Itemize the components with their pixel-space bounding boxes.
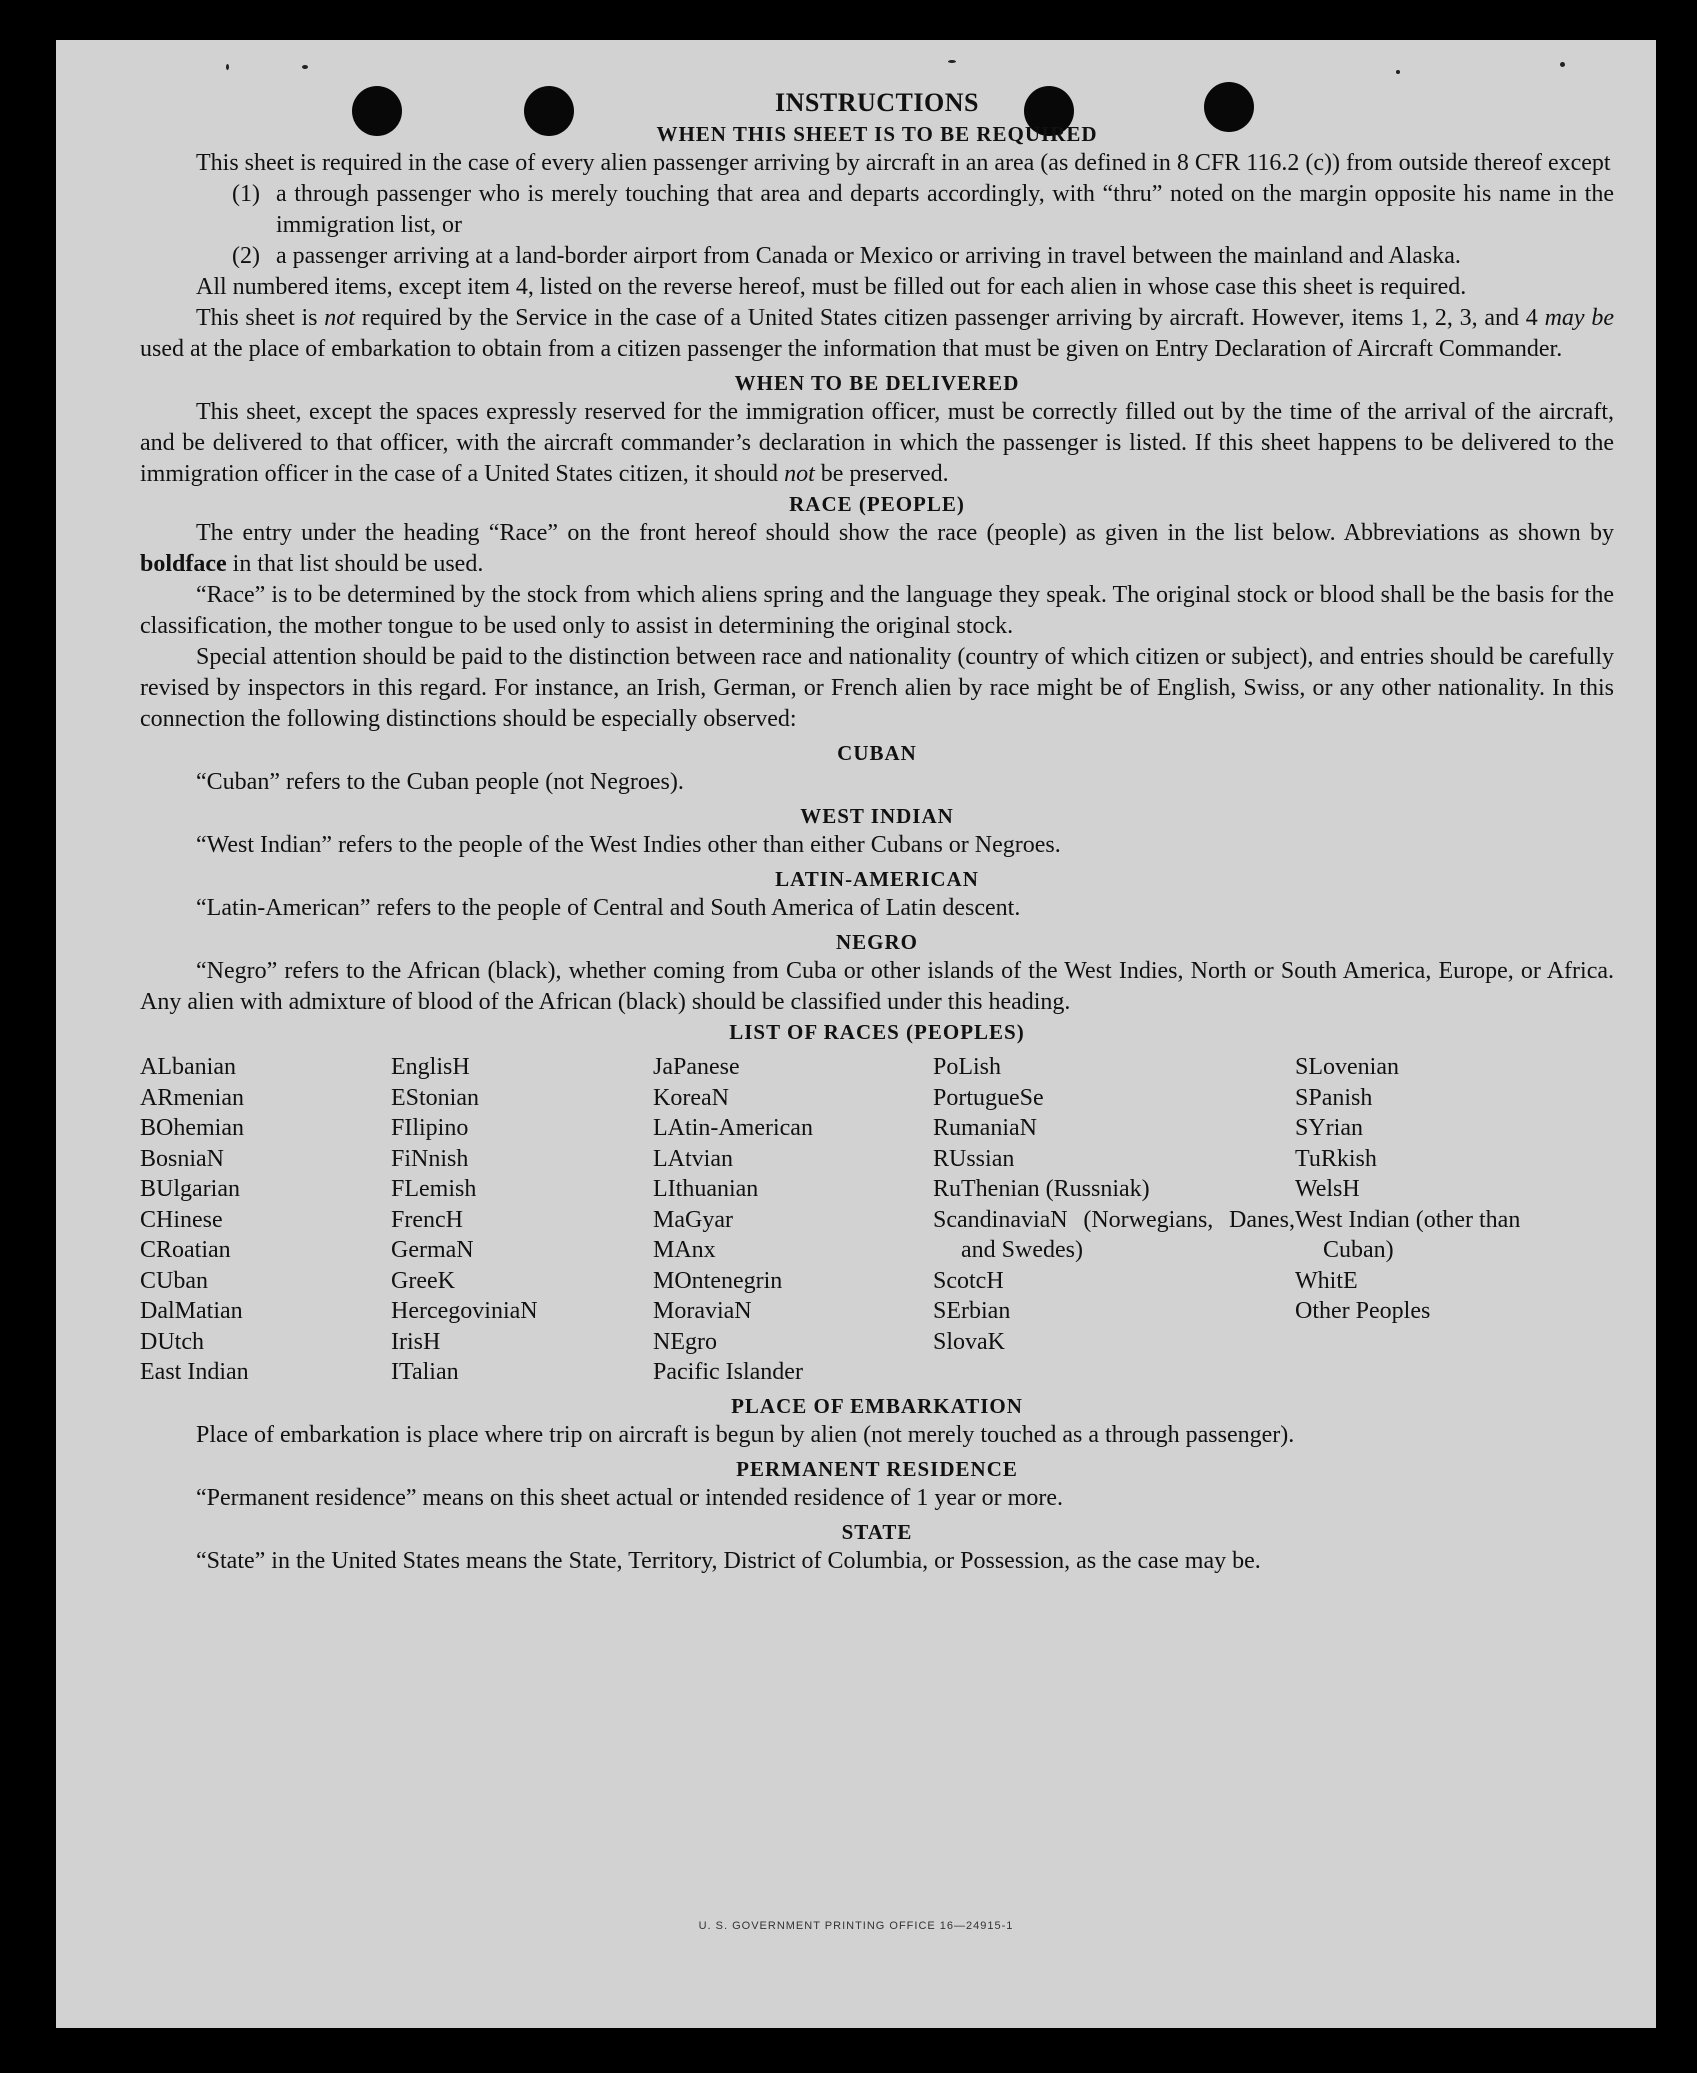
section-heading-required: WHEN THIS SHEET IS TO BE REQUIRED bbox=[656, 122, 1098, 146]
exception-item-2 bbox=[140, 241, 1614, 272]
section-heading-race: RACE (PEOPLE) bbox=[789, 492, 965, 516]
section-heading-cuban: CUBAN bbox=[837, 741, 917, 765]
race-entry: JaPanese bbox=[653, 1054, 740, 1080]
section-heading-negro: NEGRO bbox=[835, 930, 918, 954]
section-heading-list-of-races: LIST OF RACES (PEOPLES) bbox=[729, 1020, 1025, 1044]
race-entry: WelsH bbox=[1295, 1176, 1360, 1202]
race-entry: CUban bbox=[140, 1267, 208, 1294]
race-entry: SLovenian bbox=[1295, 1054, 1399, 1080]
race-entry: ARmenian bbox=[140, 1084, 244, 1111]
race-entry: MOntenegrin bbox=[653, 1267, 783, 1294]
race-entry: LAtin-American bbox=[653, 1115, 813, 1141]
section-heading-state: STATE bbox=[841, 1519, 913, 1544]
race-entry: CRoatian bbox=[140, 1237, 231, 1263]
race-entry: ScotcH bbox=[933, 1267, 1004, 1294]
item-number: (1) bbox=[232, 181, 260, 207]
document-page bbox=[56, 40, 1656, 2028]
race-entry: SlovaK bbox=[933, 1328, 1005, 1355]
race-entry: FrencH bbox=[391, 1206, 463, 1233]
race-entry: CHinese bbox=[140, 1206, 223, 1233]
race-entry: TuRkish bbox=[1295, 1145, 1377, 1172]
section-heading-embarkation: PLACE OF EMBARKATION bbox=[731, 1393, 1023, 1418]
race-entry: SPanish bbox=[1295, 1084, 1373, 1111]
race-entry: EStonian bbox=[391, 1084, 479, 1111]
paragraph-numbered-items: All numbered items, except item 4, listed on the reverse hereof, must be filled out for each alien in whose case this sheet is required. bbox=[196, 274, 1467, 300]
race-entry: WhitE bbox=[1295, 1267, 1358, 1294]
races-column bbox=[1295, 1052, 1575, 1388]
paragraph-race-nationality: Special attention should be paid to the distinction between race and nationality (country of which citizen or subject), and entries should be carefully revised by inspectors in this regard. For instance, an Irish, German, or French alien by race might be of English, Swiss, or any other nationality. In this connection the following distinctions should be especially observed: bbox=[140, 644, 1614, 732]
race-entry: BUlgarian bbox=[140, 1176, 240, 1202]
race-entry: MAnx bbox=[653, 1237, 716, 1263]
race-entry: RumaniaN bbox=[933, 1115, 1037, 1141]
paragraph-west-indian: “West Indian” refers to the people of the West Indies other than either Cubans or Negroes. bbox=[196, 832, 1061, 858]
race-entry: NEgro bbox=[653, 1328, 717, 1355]
race-entry: Other Peoples bbox=[1295, 1298, 1431, 1324]
paper-speck bbox=[948, 60, 956, 63]
item-number: (2) bbox=[232, 243, 260, 269]
race-entry: BosniaN bbox=[140, 1145, 224, 1172]
paragraph-delivered: This sheet, except the spaces expressly reserved for the immigration officer, must be correctly filled out by the time of the arrival of the aircraft, and be delivered to that officer, with the aircraft commander’s declaration in which the passenger is listed. If this sheet happens to be delivered to the immigration officer in the case of a United States citizen, it should not be preserved. bbox=[140, 399, 1614, 487]
section-heading-residence: PERMANENT RESIDENCE bbox=[736, 1456, 1018, 1481]
section-heading-latin-american: LATIN-AMERICAN bbox=[775, 867, 979, 891]
paper-speck bbox=[302, 65, 308, 69]
paragraph-race-definition: “Race” is to be determined by the stock from which aliens spring and the language they speak. The original stock or blood shall be the basis for the classification, the mother tongue to be used only to assist in determining the original stock. bbox=[140, 582, 1614, 639]
race-entry: LAtvian bbox=[653, 1145, 733, 1172]
race-entry: ALbanian bbox=[140, 1054, 236, 1080]
races-list bbox=[140, 1052, 1614, 1388]
race-entry: FLemish bbox=[391, 1176, 477, 1202]
race-entry: Pacific Islander bbox=[653, 1359, 803, 1385]
race-entry: MaGyar bbox=[653, 1206, 733, 1233]
race-entry: ScandinaviaN (Norwegians, Danes, and Swedes) bbox=[933, 1206, 1295, 1263]
race-entry: DalMatian bbox=[140, 1298, 243, 1324]
race-entry: KoreaN bbox=[653, 1084, 729, 1111]
race-entry: GermaN bbox=[391, 1237, 474, 1263]
paragraph-race-entry: The entry under the heading “Race” on the front hereof should show the race (people) as given in the list below. Abbreviations as shown by boldface in that list should be used. bbox=[140, 520, 1614, 577]
paragraph-cuban: “Cuban” refers to the Cuban people (not Negroes). bbox=[196, 769, 684, 795]
race-entry: MoraviaN bbox=[653, 1298, 752, 1324]
race-entry: DUtch bbox=[140, 1328, 204, 1355]
race-entry: LIthuanian bbox=[653, 1176, 759, 1202]
race-entry: FiNnish bbox=[391, 1145, 469, 1172]
races-column bbox=[933, 1052, 1295, 1388]
races-column bbox=[391, 1052, 653, 1388]
paper-speck bbox=[1396, 70, 1400, 74]
section-heading-west-indian: WEST INDIAN bbox=[800, 804, 954, 828]
race-entry: BOhemian bbox=[140, 1115, 244, 1141]
section-heading-delivered: WHEN TO BE DELIVERED bbox=[734, 371, 1020, 395]
races-column bbox=[653, 1052, 933, 1388]
paragraph-residence: “Permanent residence” means on this sheet actual or intended residence of 1 year or more. bbox=[196, 1484, 1063, 1511]
item-text: a through passenger who is merely touching that area and departs accordingly, with “thru” noted on the margin opposite his name in the immigration list, or bbox=[276, 181, 1614, 238]
printer-imprint: U. S. GOVERNMENT PRINTING OFFICE 16—24915-1 bbox=[698, 1920, 1014, 1932]
paper-speck bbox=[1560, 62, 1565, 67]
race-entry: PortugueSe bbox=[933, 1084, 1044, 1111]
exception-item-1 bbox=[140, 179, 1614, 241]
race-entry: HercegoviniaN bbox=[391, 1298, 538, 1324]
page-title: INSTRUCTIONS bbox=[775, 88, 979, 117]
race-entry: ITalian bbox=[391, 1359, 459, 1385]
paragraph-latin-american: “Latin-American” refers to the people of Central and South America of Latin descent. bbox=[196, 895, 1021, 921]
race-entry: GreeK bbox=[391, 1267, 455, 1294]
race-entry: East Indian bbox=[140, 1359, 249, 1385]
instructions-content bbox=[140, 86, 1614, 1577]
paper-speck bbox=[226, 64, 229, 70]
paragraph-state: “State” in the United States means the State, Territory, District of Columbia, or Possession, as the case may be. bbox=[196, 1547, 1261, 1574]
race-entry: SYrian bbox=[1295, 1115, 1363, 1141]
race-entry: West Indian (other than Cuban) bbox=[1295, 1206, 1521, 1263]
paragraph-negro: “Negro” refers to the African (black), whether coming from Cuba or other islands of the West Indies, North or South America, Europe, or Africa. Any alien with admixture of blood of the African (black) should be classified under this heading. bbox=[140, 958, 1614, 1015]
race-entry: IrisH bbox=[391, 1328, 441, 1355]
paragraph-citizen: This sheet is not required by the Service in the case of a United States citizen passenger arriving by aircraft. However, items 1, 2, 3, and 4 may be used at the place of embarkation to obtain from a citizen passenger the information that must be given on Entry Declaration of Aircraft Commander. bbox=[140, 305, 1614, 362]
race-entry: SErbian bbox=[933, 1298, 1011, 1324]
paragraph-embarkation: Place of embarkation is place where trip on aircraft is begun by alien (not merely touched as a through passenger). bbox=[196, 1421, 1295, 1448]
paragraph-required-intro: This sheet is required in the case of every alien passenger arriving by aircraft in an area (as defined in 8 CFR 116.2 (c)) from outside thereof except bbox=[196, 150, 1611, 176]
race-entry: PoLish bbox=[933, 1054, 1002, 1080]
race-entry: RuThenian (Russniak) bbox=[933, 1176, 1150, 1202]
item-text: a passenger arriving at a land-border airport from Canada or Mexico or arriving in travel between the mainland and Alaska. bbox=[276, 243, 1461, 269]
race-entry: FIlipino bbox=[391, 1115, 469, 1141]
race-entry: EnglisH bbox=[391, 1054, 470, 1080]
races-column bbox=[140, 1052, 391, 1388]
race-entry: RUssian bbox=[933, 1145, 1015, 1172]
